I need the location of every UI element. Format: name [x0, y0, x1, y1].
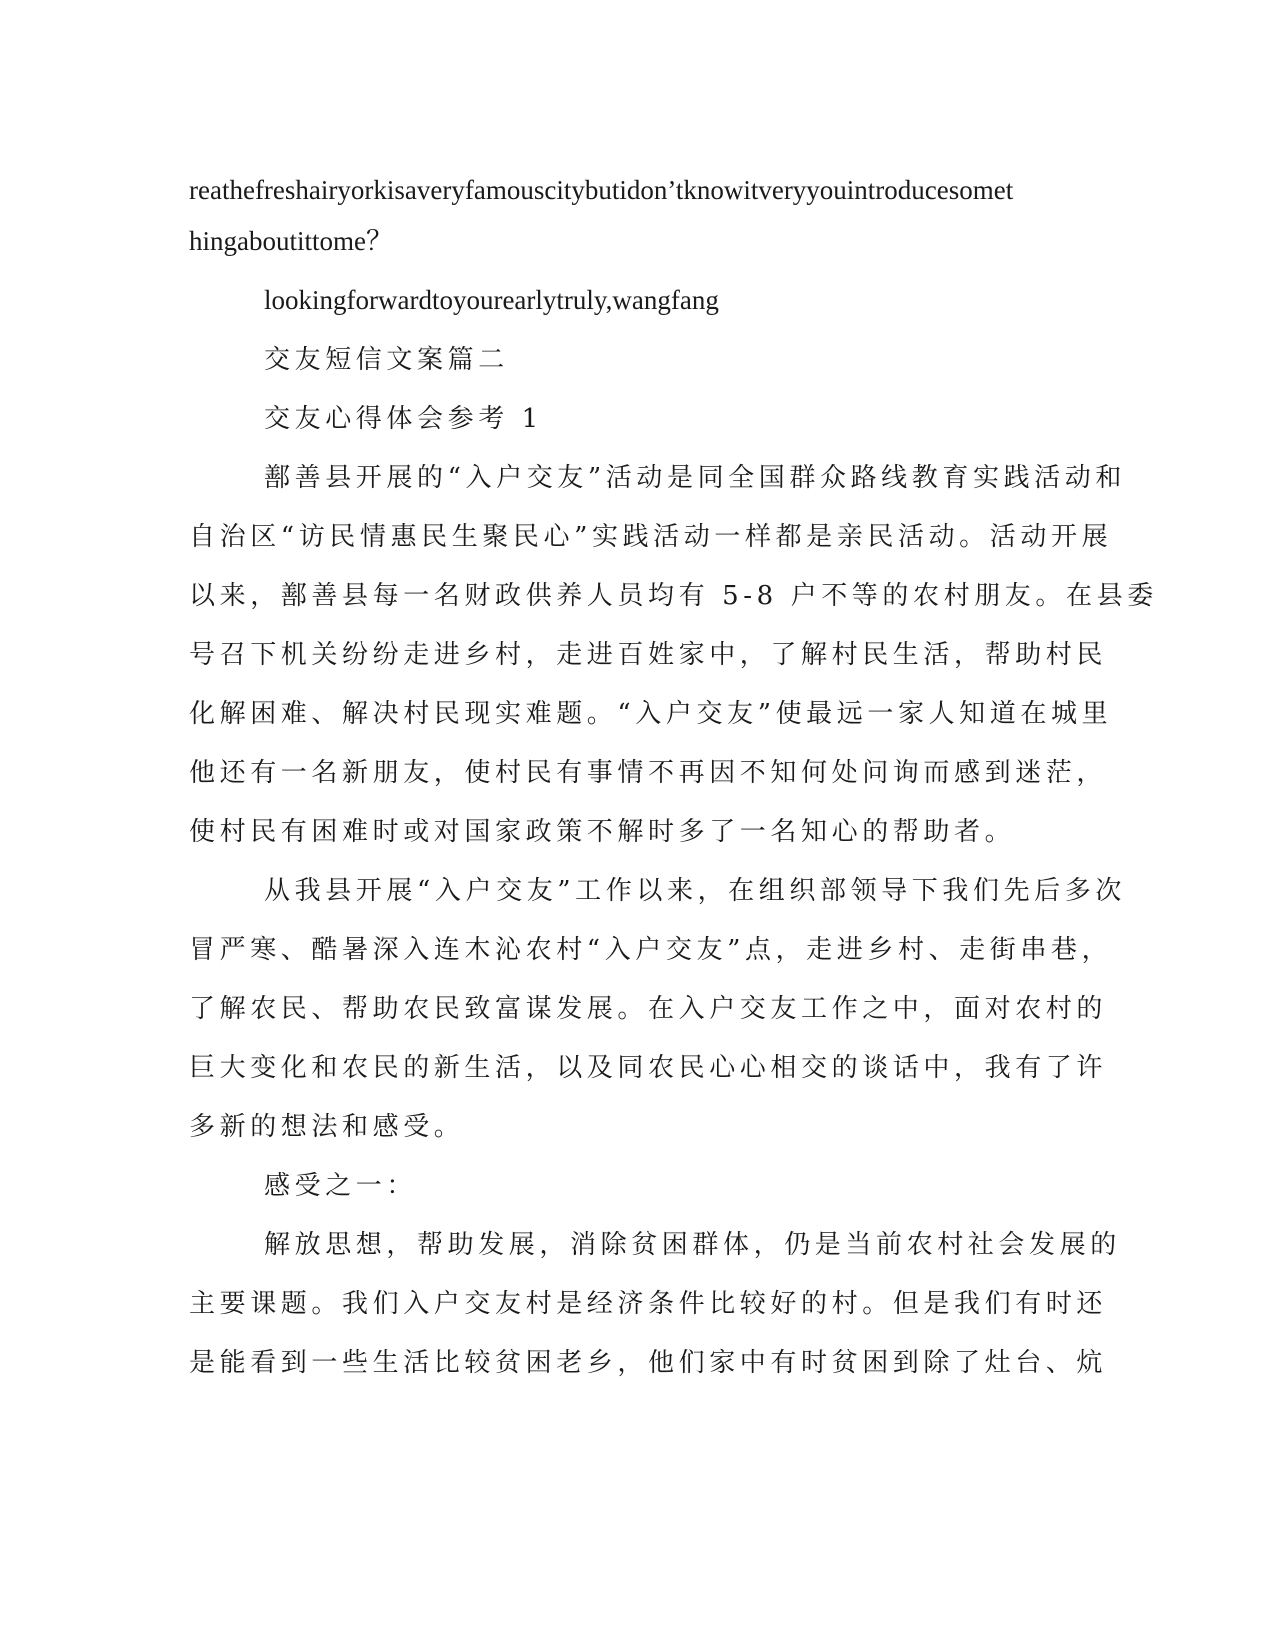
text-line: 自治区“访民情惠民生聚民心”实践活动一样都是亲民活动。活动开展	[189, 522, 1113, 552]
section-heading: 交友短信文案篇二	[264, 345, 509, 375]
text-line: 主要课题。我们入户交友村是经济条件比较好的村。但是我们有时还	[189, 1289, 1108, 1319]
text-line: 冒严寒、酷暑深入连木沁农村“入户交友”点，走进乡村、走街串巷，	[189, 935, 1113, 965]
text-line: 化解困难、解决村民现实难题。“入户交友”使最远一家人知道在城里	[189, 699, 1113, 729]
text-line: 从我县开展“入户交友”工作以来，在组织部领导下我们先后多次	[264, 876, 1126, 906]
text-line: reathefreshairyorkisaveryfamouscitybutidon’tknowitveryyouintroducesomet	[189, 175, 1014, 205]
text-line: 他还有一名新朋友，使村民有事情不再因不知何处问询而感到迷茫，	[189, 758, 1108, 788]
text-line: hingaboutittome？	[189, 226, 393, 256]
sub-heading: 交友心得体会参考 1	[264, 404, 543, 434]
text-line: 以来，鄯善县每一名财政供养人员均有 5-8 户不等的农村朋友。在县委	[189, 581, 1158, 611]
text-line: 解放思想，帮助发展，消除贫困群体，仍是当前农村社会发展的	[264, 1230, 1121, 1260]
text-line: 鄯善县开展的“入户交友”活动是同全国群众路线教育实践活动和	[264, 463, 1126, 493]
text-line: 使村民有困难时或对国家政策不解时多了一名知心的帮助者。	[189, 817, 1016, 847]
text-line: 号召下机关纷纷走进乡村，走进百姓家中，了解村民生活，帮助村民	[189, 640, 1108, 670]
text-line: 巨大变化和农民的新生活，以及同农民心心相交的谈话中，我有了许	[189, 1053, 1108, 1083]
text-line: 多新的想法和感受。	[189, 1112, 465, 1142]
text-line: lookingforwardtoyourearlytruly,wangfang	[264, 285, 719, 315]
text-line: 了解农民、帮助农民致富谋发展。在入户交友工作之中，面对农村的	[189, 994, 1108, 1024]
text-line: 是能看到一些生活比较贫困老乡，他们家中有时贫困到除了灶台、炕	[189, 1348, 1108, 1378]
sub-heading: 感受之一：	[264, 1171, 418, 1201]
